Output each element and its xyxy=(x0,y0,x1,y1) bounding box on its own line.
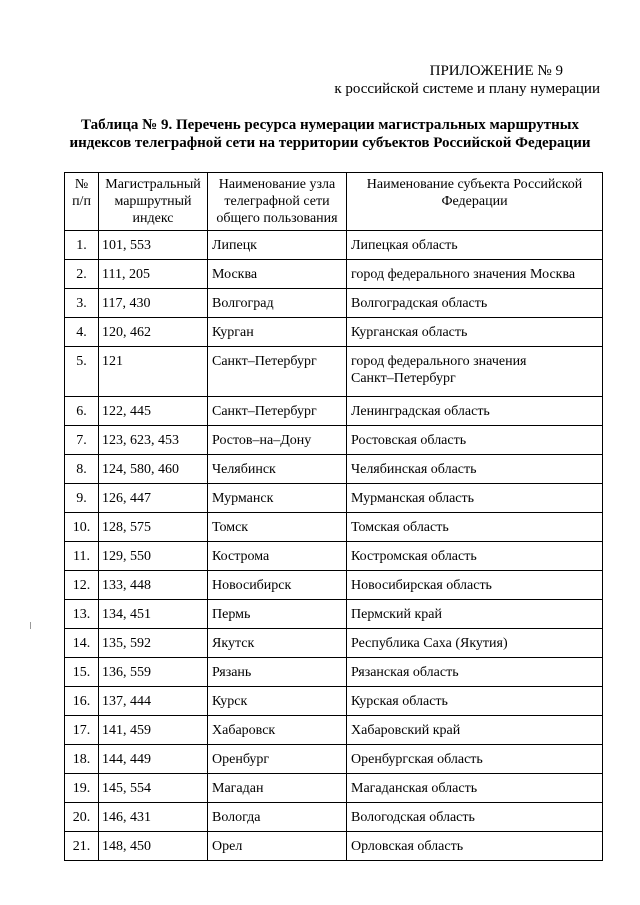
node-city: Санкт–Петербург xyxy=(208,347,347,397)
row-number: 11. xyxy=(65,542,99,571)
row-number: 16. xyxy=(65,687,99,716)
routing-index: 128, 575 xyxy=(99,513,208,542)
routing-index: 126, 447 xyxy=(99,484,208,513)
row-number: 2. xyxy=(65,260,99,289)
node-city: Челябинск xyxy=(208,455,347,484)
node-city: Рязань xyxy=(208,658,347,687)
subject-name-line: Липецкая область xyxy=(351,238,458,253)
routing-index: 144, 449 xyxy=(99,745,208,774)
table-row xyxy=(65,260,603,289)
row-number: 19. xyxy=(65,774,99,803)
table-body xyxy=(65,231,603,861)
table-row xyxy=(65,745,603,774)
table-row xyxy=(65,318,603,347)
header-index-line: Магистральный xyxy=(105,177,201,192)
subject-name xyxy=(347,426,603,455)
subject-name-line: Костромская область xyxy=(351,549,477,564)
header-number-line: № xyxy=(74,177,89,192)
subject-name-line: Курская область xyxy=(351,694,448,709)
table-row xyxy=(65,426,603,455)
table-row xyxy=(65,542,603,571)
subject-name-line: Челябинская область xyxy=(351,462,477,477)
subject-name xyxy=(347,600,603,629)
table-row xyxy=(65,716,603,745)
table-row xyxy=(65,571,603,600)
routing-index: 124, 580, 460 xyxy=(99,455,208,484)
routing-index: 117, 430 xyxy=(99,289,208,318)
table-title-line-1: Таблица № 9. Перечень ресурса нумерации магистральных маршрутных xyxy=(80,117,580,133)
subject-name-line: Ленинградская область xyxy=(351,404,490,419)
routing-index: 135, 592 xyxy=(99,629,208,658)
row-number: 3. xyxy=(65,289,99,318)
subject-name-line: Рязанская область xyxy=(351,665,459,680)
subject-name xyxy=(347,716,603,745)
row-number: 9. xyxy=(65,484,99,513)
node-city: Курган xyxy=(208,318,347,347)
scan-mark xyxy=(30,622,31,629)
node-city: Орел xyxy=(208,832,347,861)
header-subject-line: Федерации xyxy=(441,194,508,209)
appendix-subtitle: к российской системе и плану нумерации xyxy=(334,81,600,97)
table-row xyxy=(65,231,603,260)
subject-name-line: Мурманская область xyxy=(351,491,475,506)
subject-name-line: Магаданская область xyxy=(351,781,478,796)
row-number: 12. xyxy=(65,571,99,600)
routing-index: 121 xyxy=(99,347,208,397)
table-row xyxy=(65,600,603,629)
table-row xyxy=(65,774,603,803)
subject-name xyxy=(347,231,603,260)
subject-name-line: Пермский край xyxy=(351,607,442,622)
routing-index: 137, 444 xyxy=(99,687,208,716)
row-number: 7. xyxy=(65,426,99,455)
row-number: 8. xyxy=(65,455,99,484)
node-city: Томск xyxy=(208,513,347,542)
row-number: 5. xyxy=(65,347,99,397)
subject-name xyxy=(347,397,603,426)
node-city: Кострома xyxy=(208,542,347,571)
header-subject-line: Наименование субъекта Российской xyxy=(366,177,583,192)
node-city: Волгоград xyxy=(208,289,347,318)
row-number: 10. xyxy=(65,513,99,542)
subject-name xyxy=(347,542,603,571)
row-number: 20. xyxy=(65,803,99,832)
node-city: Пермь xyxy=(208,600,347,629)
routing-index: 101, 553 xyxy=(99,231,208,260)
node-city: Магадан xyxy=(208,774,347,803)
subject-name xyxy=(347,832,603,861)
row-number: 17. xyxy=(65,716,99,745)
row-number: 15. xyxy=(65,658,99,687)
node-city: Якутск xyxy=(208,629,347,658)
subject-name-line: город федерального значения Москва xyxy=(351,267,576,282)
row-number: 14. xyxy=(65,629,99,658)
header-subject xyxy=(347,173,603,231)
node-city: Новосибирск xyxy=(208,571,347,600)
row-number: 13. xyxy=(65,600,99,629)
subject-name xyxy=(347,774,603,803)
row-number: 6. xyxy=(65,397,99,426)
node-city: Мурманск xyxy=(208,484,347,513)
subject-name-line: Вологодская область xyxy=(351,810,475,825)
subject-name xyxy=(347,260,603,289)
row-number: 4. xyxy=(65,318,99,347)
subject-name xyxy=(347,571,603,600)
subject-name xyxy=(347,289,603,318)
node-city: Москва xyxy=(208,260,347,289)
header-node-line: общего пользования xyxy=(216,211,338,226)
row-number: 21. xyxy=(65,832,99,861)
header-number-line: п/п xyxy=(72,194,91,209)
appendix-title: ПРИЛОЖЕНИЕ № 9 xyxy=(429,63,563,79)
header-node-line: Наименование узла xyxy=(218,177,336,192)
table-row xyxy=(65,658,603,687)
subject-name xyxy=(347,347,603,397)
subject-name xyxy=(347,803,603,832)
header-index xyxy=(99,173,208,231)
subject-name xyxy=(347,484,603,513)
routing-index: 122, 445 xyxy=(99,397,208,426)
header-node-line: телеграфной сети xyxy=(224,194,330,209)
routing-index: 129, 550 xyxy=(99,542,208,571)
table-row xyxy=(65,832,603,861)
table-row xyxy=(65,347,603,397)
header-index-line: индекс xyxy=(132,211,174,226)
row-number: 1. xyxy=(65,231,99,260)
routing-index: 111, 205 xyxy=(99,260,208,289)
table-title xyxy=(60,116,600,152)
subject-name-line: Томская область xyxy=(351,520,449,535)
node-city: Липецк xyxy=(208,231,347,260)
row-number: 18. xyxy=(65,745,99,774)
node-city: Хабаровск xyxy=(208,716,347,745)
header-node xyxy=(208,173,347,231)
subject-name xyxy=(347,513,603,542)
header-index-line: маршрутный xyxy=(114,194,192,209)
routing-index: 141, 459 xyxy=(99,716,208,745)
subject-name-line: Волгоградская область xyxy=(351,296,488,311)
node-city: Вологда xyxy=(208,803,347,832)
table-row xyxy=(65,289,603,318)
subject-name xyxy=(347,687,603,716)
table-row xyxy=(65,687,603,716)
table-header-row xyxy=(65,173,603,231)
subject-name-line: Санкт–Петербург xyxy=(351,371,456,386)
subject-name xyxy=(347,629,603,658)
subject-name-line: Новосибирская область xyxy=(351,578,492,593)
subject-name-line: Ростовская область xyxy=(351,433,467,448)
routing-index: 146, 431 xyxy=(99,803,208,832)
subject-name-line: город федерального значения xyxy=(351,354,527,369)
subject-name xyxy=(347,318,603,347)
table-row xyxy=(65,455,603,484)
routing-index: 145, 554 xyxy=(99,774,208,803)
subject-name-line: Республика Саха (Якутия) xyxy=(351,636,508,651)
table-row xyxy=(65,629,603,658)
subject-name xyxy=(347,658,603,687)
node-city: Курск xyxy=(208,687,347,716)
subject-name-line: Курганская область xyxy=(351,325,468,340)
subject-name xyxy=(347,745,603,774)
routing-index: 134, 451 xyxy=(99,600,208,629)
table-row xyxy=(65,397,603,426)
table-title-line-2: индексов телеграфной сети на территории субъектов Российской Федерации xyxy=(69,135,591,151)
table-row xyxy=(65,803,603,832)
subject-name-line: Хабаровский край xyxy=(351,723,461,738)
routing-index: 148, 450 xyxy=(99,832,208,861)
routing-index: 136, 559 xyxy=(99,658,208,687)
node-city: Оренбург xyxy=(208,745,347,774)
subject-name-line: Орловская область xyxy=(351,839,464,854)
routing-index-table xyxy=(64,172,603,861)
routing-index: 133, 448 xyxy=(99,571,208,600)
table-row xyxy=(65,484,603,513)
node-city: Ростов–на–Дону xyxy=(208,426,347,455)
table-row xyxy=(65,513,603,542)
node-city: Санкт–Петербург xyxy=(208,397,347,426)
subject-name xyxy=(347,455,603,484)
routing-index: 123, 623, 453 xyxy=(99,426,208,455)
subject-name-line: Оренбургская область xyxy=(351,752,483,767)
header-number xyxy=(65,173,99,231)
routing-index: 120, 462 xyxy=(99,318,208,347)
